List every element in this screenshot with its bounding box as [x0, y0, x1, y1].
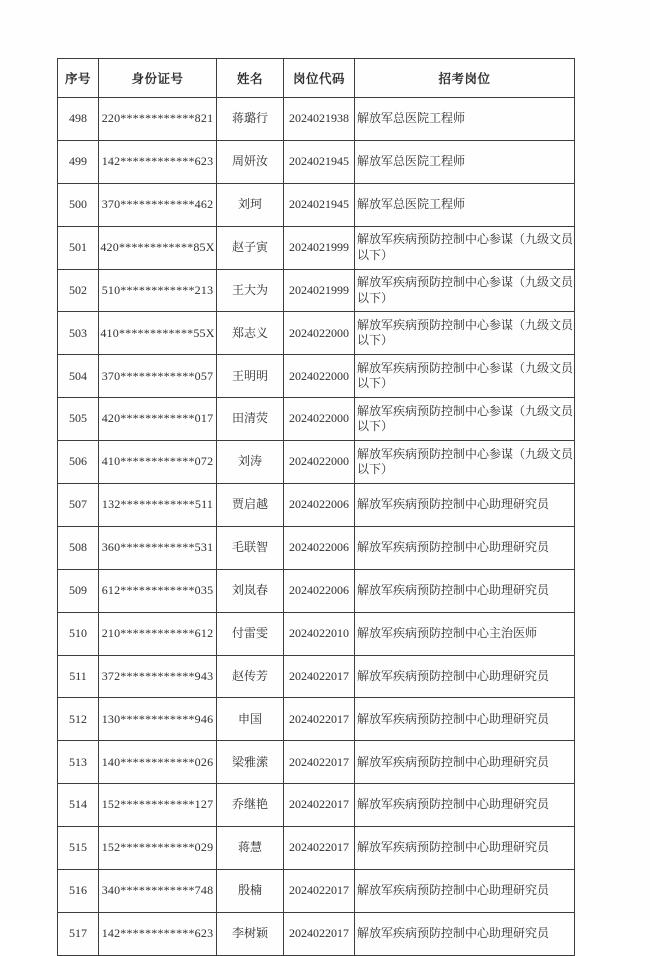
cell-position-title: 解放军疾病预防控制中心助理研究员 — [355, 526, 575, 569]
cell-id-number: 340************748 — [99, 870, 217, 913]
cell-name: 付雷雯 — [217, 612, 284, 655]
cell-id-number: 142************623 — [99, 140, 217, 183]
cell-id-number: 612************035 — [99, 569, 217, 612]
cell-serial: 507 — [58, 484, 99, 527]
cell-name: 周妍汝 — [217, 140, 284, 183]
cell-position-title: 解放军疾病预防控制中心参谋（九级文员以下） — [355, 269, 575, 312]
cell-id-number: 132************511 — [99, 484, 217, 527]
cell-id-number: 210************612 — [99, 612, 217, 655]
cell-serial: 509 — [58, 569, 99, 612]
cell-name: 刘岚春 — [217, 569, 284, 612]
table-row — [58, 655, 575, 698]
cell-position-title: 解放军总医院工程师 — [355, 98, 575, 141]
table-row — [58, 484, 575, 527]
cell-name: 梁雅潆 — [217, 741, 284, 784]
cell-serial: 516 — [58, 870, 99, 913]
cell-position-code: 2024022017 — [284, 784, 355, 827]
cell-position-title: 解放军疾病预防控制中心助理研究员 — [355, 827, 575, 870]
cell-position-code: 2024022000 — [284, 312, 355, 355]
cell-serial: 508 — [58, 526, 99, 569]
table-header-row — [58, 59, 575, 98]
cell-name: 蒋慧 — [217, 827, 284, 870]
cell-position-title: 解放军疾病预防控制中心助理研究员 — [355, 870, 575, 913]
cell-name: 殷楠 — [217, 870, 284, 913]
cell-position-code: 2024022017 — [284, 870, 355, 913]
cell-name: 乔继艳 — [217, 784, 284, 827]
cell-position-code: 2024021945 — [284, 140, 355, 183]
cell-position-title: 解放军疾病预防控制中心参谋（九级文员以下） — [355, 398, 575, 441]
cell-position-title: 解放军疾病预防控制中心助理研究员 — [355, 912, 575, 955]
cell-name: 申国 — [217, 698, 284, 741]
table-row — [58, 183, 575, 226]
cell-position-code: 2024021999 — [284, 269, 355, 312]
cell-name: 刘珂 — [217, 183, 284, 226]
cell-name: 田清荧 — [217, 398, 284, 441]
cell-position-title: 解放军疾病预防控制中心助理研究员 — [355, 741, 575, 784]
cell-position-title: 解放军疾病预防控制中心助理研究员 — [355, 698, 575, 741]
table-row — [58, 226, 575, 269]
table-header — [58, 59, 575, 98]
cell-serial: 506 — [58, 441, 99, 484]
candidate-roster-table — [57, 58, 575, 956]
cell-serial: 504 — [58, 355, 99, 398]
cell-id-number: 370************057 — [99, 355, 217, 398]
cell-id-number: 420************017 — [99, 398, 217, 441]
header-serial: 序号 — [58, 59, 99, 98]
cell-serial: 514 — [58, 784, 99, 827]
cell-position-code: 2024022000 — [284, 398, 355, 441]
cell-serial: 517 — [58, 912, 99, 955]
cell-serial: 505 — [58, 398, 99, 441]
cell-name: 贾启越 — [217, 484, 284, 527]
cell-serial: 499 — [58, 140, 99, 183]
cell-position-code: 2024022017 — [284, 698, 355, 741]
cell-position-code: 2024022006 — [284, 484, 355, 527]
cell-serial: 511 — [58, 655, 99, 698]
cell-position-code: 2024021999 — [284, 226, 355, 269]
cell-position-title: 解放军疾病预防控制中心助理研究员 — [355, 784, 575, 827]
cell-position-code: 2024022017 — [284, 655, 355, 698]
cell-id-number: 142************623 — [99, 912, 217, 955]
cell-name: 蒋璐行 — [217, 98, 284, 141]
table-row — [58, 355, 575, 398]
cell-serial: 513 — [58, 741, 99, 784]
cell-name: 毛联智 — [217, 526, 284, 569]
cell-position-title: 解放军疾病预防控制中心参谋（九级文员以下） — [355, 355, 575, 398]
cell-serial: 515 — [58, 827, 99, 870]
table-row — [58, 827, 575, 870]
cell-position-code: 2024022006 — [284, 569, 355, 612]
table-row — [58, 784, 575, 827]
cell-id-number: 360************531 — [99, 526, 217, 569]
cell-position-title: 解放军疾病预防控制中心主治医师 — [355, 612, 575, 655]
cell-id-number: 420************85X — [99, 226, 217, 269]
cell-serial: 510 — [58, 612, 99, 655]
cell-name: 郑志义 — [217, 312, 284, 355]
table-row — [58, 870, 575, 913]
table-row — [58, 269, 575, 312]
cell-serial: 502 — [58, 269, 99, 312]
cell-serial: 512 — [58, 698, 99, 741]
cell-name: 刘涛 — [217, 441, 284, 484]
cell-position-title: 解放军总医院工程师 — [355, 183, 575, 226]
cell-position-title: 解放军疾病预防控制中心助理研究员 — [355, 655, 575, 698]
table-row — [58, 140, 575, 183]
table-row — [58, 912, 575, 955]
cell-id-number: 410************55X — [99, 312, 217, 355]
cell-serial: 501 — [58, 226, 99, 269]
cell-position-code: 2024022006 — [284, 526, 355, 569]
cell-serial: 500 — [58, 183, 99, 226]
cell-name: 王大为 — [217, 269, 284, 312]
table-body — [58, 98, 575, 956]
cell-position-title: 解放军疾病预防控制中心参谋（九级文员以下） — [355, 226, 575, 269]
header-position-code: 岗位代码 — [284, 59, 355, 98]
table-row — [58, 312, 575, 355]
cell-position-code: 2024022017 — [284, 912, 355, 955]
table-row — [58, 698, 575, 741]
header-position-title: 招考岗位 — [355, 59, 575, 98]
cell-serial: 503 — [58, 312, 99, 355]
cell-id-number: 370************462 — [99, 183, 217, 226]
cell-id-number: 152************127 — [99, 784, 217, 827]
header-id-number: 身份证号 — [99, 59, 217, 98]
cell-position-title: 解放军疾病预防控制中心参谋（九级文员以下） — [355, 441, 575, 484]
table-row — [58, 569, 575, 612]
cell-serial: 498 — [58, 98, 99, 141]
cell-id-number: 140************026 — [99, 741, 217, 784]
cell-id-number: 372************943 — [99, 655, 217, 698]
cell-position-title: 解放军疾病预防控制中心助理研究员 — [355, 569, 575, 612]
table-row — [58, 741, 575, 784]
cell-name: 王明明 — [217, 355, 284, 398]
cell-position-code: 2024022010 — [284, 612, 355, 655]
table-row — [58, 441, 575, 484]
cell-position-title: 解放军疾病预防控制中心参谋（九级文员以下） — [355, 312, 575, 355]
cell-id-number: 220************821 — [99, 98, 217, 141]
cell-position-code: 2024021938 — [284, 98, 355, 141]
cell-id-number: 130************946 — [99, 698, 217, 741]
cell-position-code: 2024022000 — [284, 355, 355, 398]
cell-position-code: 2024021945 — [284, 183, 355, 226]
header-name: 姓名 — [217, 59, 284, 98]
table-row — [58, 98, 575, 141]
cell-position-title: 解放军疾病预防控制中心助理研究员 — [355, 484, 575, 527]
cell-name: 赵子寅 — [217, 226, 284, 269]
cell-position-code: 2024022017 — [284, 827, 355, 870]
cell-name: 赵传芳 — [217, 655, 284, 698]
cell-position-title: 解放军总医院工程师 — [355, 140, 575, 183]
table-row — [58, 612, 575, 655]
cell-id-number: 510************213 — [99, 269, 217, 312]
cell-position-code: 2024022000 — [284, 441, 355, 484]
cell-position-code: 2024022017 — [284, 741, 355, 784]
table-row — [58, 398, 575, 441]
cell-name: 李树颖 — [217, 912, 284, 955]
cell-id-number: 410************072 — [99, 441, 217, 484]
cell-id-number: 152************029 — [99, 827, 217, 870]
table-row — [58, 526, 575, 569]
